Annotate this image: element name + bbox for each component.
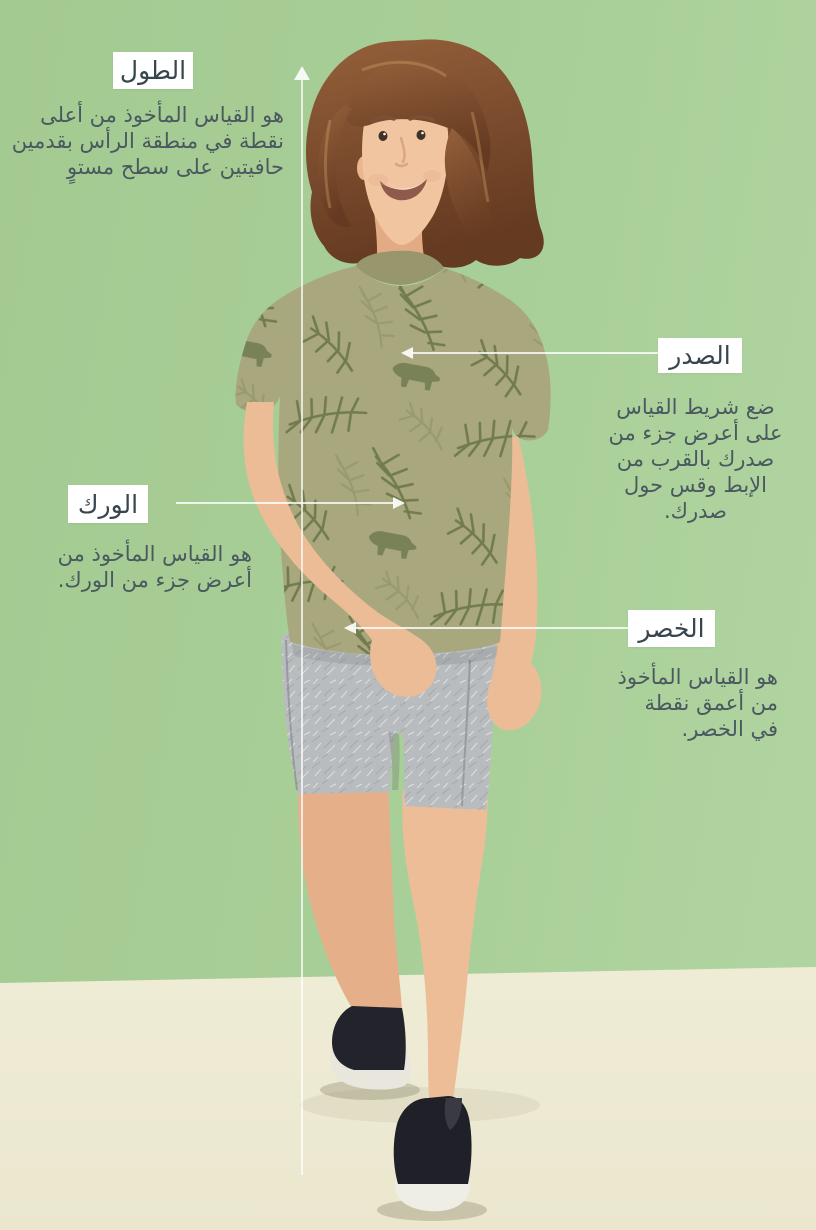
chest-measure-line bbox=[412, 352, 658, 354]
hip-measure-line bbox=[176, 502, 394, 504]
waist-description: هو القياس المأخوذ من أعمق نقطة في الخصر. bbox=[617, 665, 778, 741]
height-description: هو القياس المأخوذ من أعلى نقطة في منطقة الرأس بقدمين حافيتين على سطح مستوٍ bbox=[11, 103, 284, 179]
waist-label: الخصر bbox=[628, 610, 715, 647]
hip-label: الورك bbox=[68, 485, 148, 523]
height-label: الطول bbox=[113, 52, 193, 89]
height-measure-line bbox=[301, 80, 303, 1175]
hip-arrow-right-icon bbox=[393, 497, 405, 509]
waist-arrow-left-icon bbox=[344, 622, 356, 634]
hip-description: هو القياس المأخوذ من أعرض جزء من الورك. bbox=[57, 542, 252, 592]
chest-label: الصدر bbox=[658, 338, 742, 373]
chest-description: ضع شريط القياس على أعرض جزء من صدرك بالقرب من الإبط وقس حول صدرك. bbox=[608, 395, 783, 523]
height-arrow-up-icon bbox=[294, 66, 310, 80]
chest-arrow-left-icon bbox=[401, 347, 413, 359]
waist-measure-line bbox=[355, 627, 628, 629]
